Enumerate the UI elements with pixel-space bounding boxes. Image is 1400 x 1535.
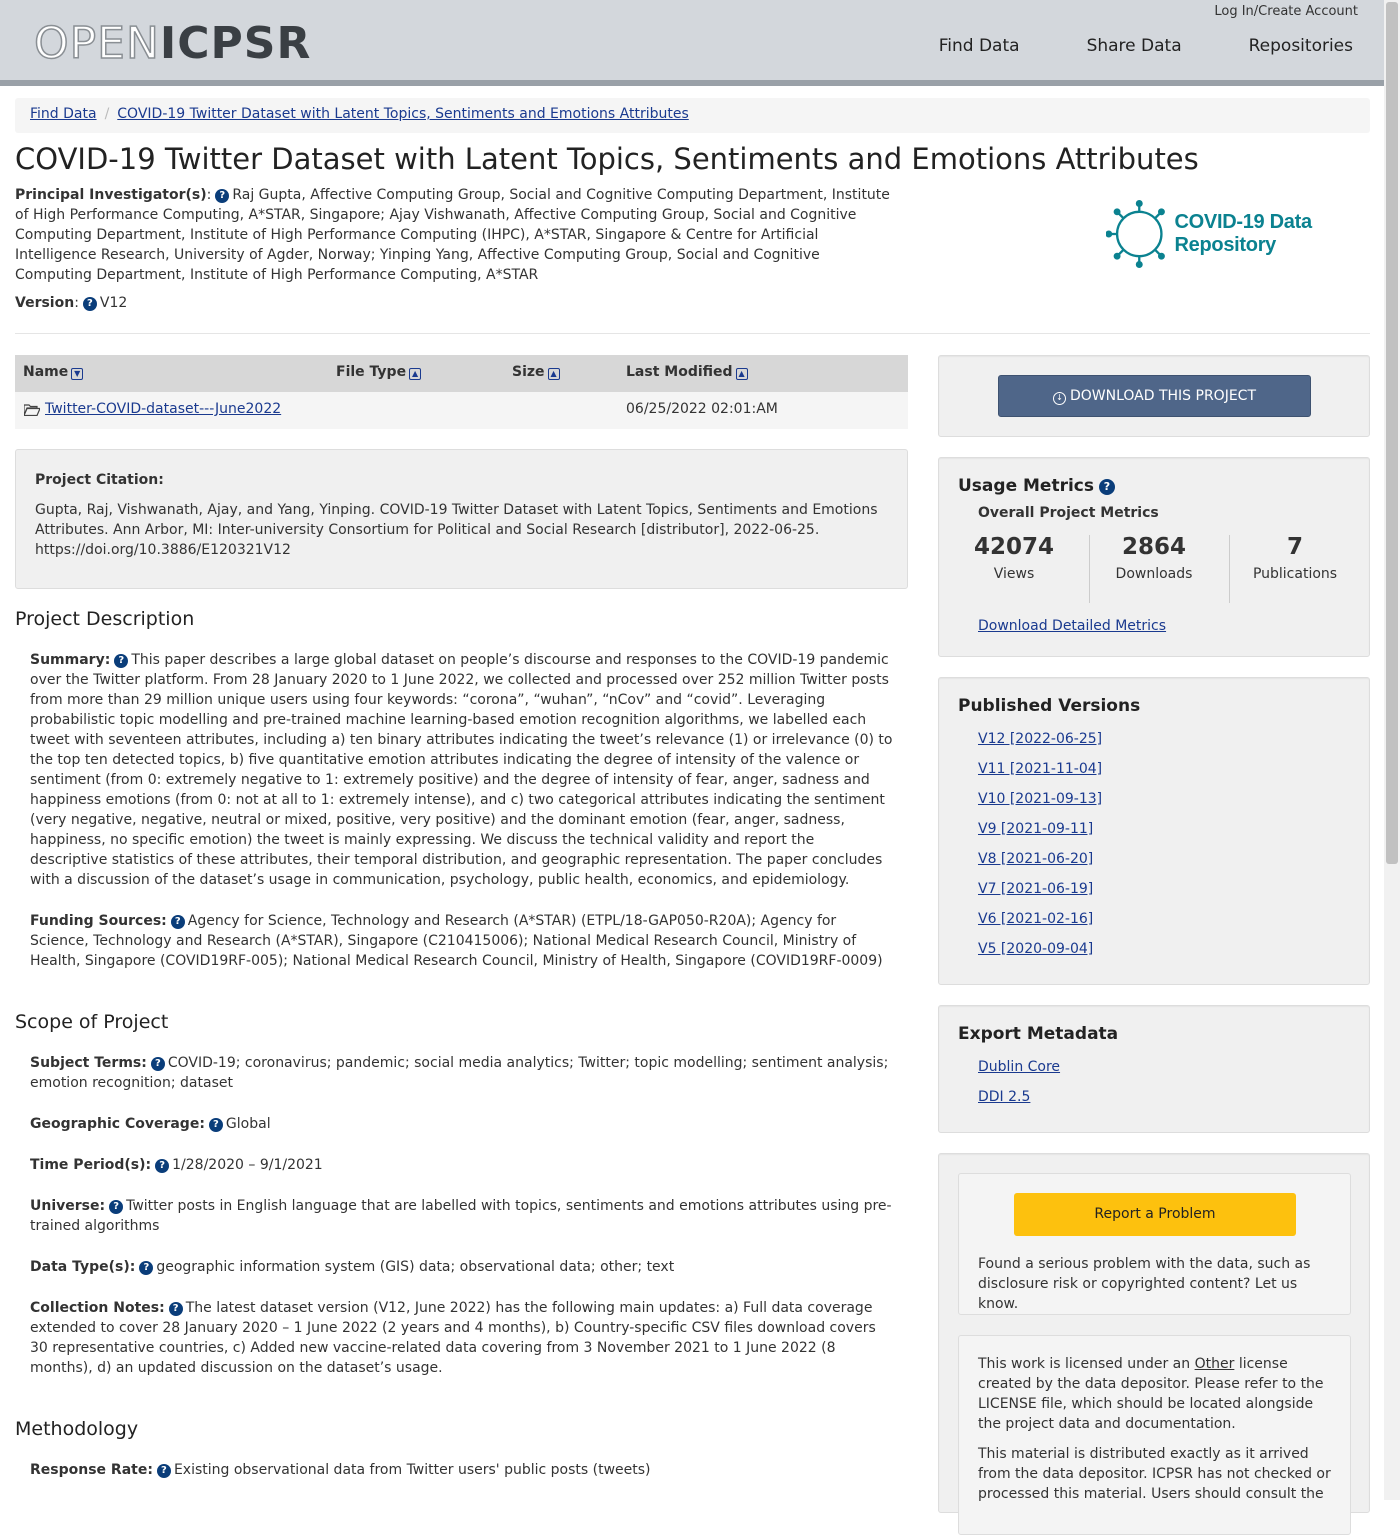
site-header: [0, 0, 1384, 86]
version-value: V12: [99, 295, 128, 311]
nav-repositories[interactable]: Repositories: [1248, 36, 1353, 56]
export-dublin-core-link[interactable]: Dublin Core: [978, 1059, 1061, 1075]
login-link[interactable]: Log In/Create Account: [1214, 4, 1358, 19]
sort-up-icon[interactable]: ▲: [736, 368, 748, 380]
sort-up-icon[interactable]: ▲: [409, 368, 421, 380]
subject-terms-label: Subject Terms:: [30, 1055, 147, 1071]
help-icon[interactable]: ?: [83, 297, 97, 311]
collection-notes-text: The latest dataset version (V12, June 2022) has the following main updates: a) Full data coverage extended to cover 28 January 2020 – 1 June 2022 (2 years and 4 months), b) Country-specific CSV files download covers 30 representative countries, c) Added new vaccine-related data covering from 3 November 2021 to 1 June 2022 (8 months), d) an updated discussion on the dataset’s usage.: [30, 1300, 876, 1376]
folder-link[interactable]: Twitter-COVID-dataset---June2022: [45, 401, 282, 417]
time-periods-label: Time Period(s):: [30, 1157, 152, 1173]
covid-repository-logo[interactable]: [1106, 198, 1400, 270]
versions-list: [978, 724, 1102, 964]
scrollbar-thumb[interactable]: [1386, 2, 1398, 864]
data-types-text: geographic information system (GIS) data; observational data; other; text: [156, 1259, 675, 1275]
subject-terms-text: COVID-19; coronavirus; pandemic; social media analytics; Twitter; topic modelling; sentiment analysis; emotion recognition; dataset: [30, 1055, 889, 1091]
column-last-modified[interactable]: Last Modified ▲: [626, 364, 748, 380]
collection-notes: [30, 1298, 895, 1378]
file-table-header: [15, 355, 908, 392]
main-nav: [939, 36, 1353, 56]
response-rate: [30, 1460, 895, 1480]
subject-terms: [30, 1053, 895, 1093]
published-versions-panel: [938, 677, 1370, 985]
repository-logo-text: COVID-19 Data Repository: [1174, 211, 1312, 256]
version-link[interactable]: V7 [2021-06-19]: [978, 881, 1094, 897]
help-icon[interactable]: ?: [155, 1159, 169, 1173]
version-link[interactable]: V9 [2021-09-11]: [978, 821, 1094, 837]
breadcrumb-current[interactable]: COVID-19 Twitter Dataset with Latent Topics, Sentiments and Emotions Attributes: [117, 106, 689, 122]
table-row: [15, 392, 908, 429]
export-ddi-link[interactable]: DDI 2.5: [978, 1089, 1031, 1105]
data-types-label: Data Type(s):: [30, 1259, 136, 1275]
version-link[interactable]: V5 [2020-09-04]: [978, 941, 1094, 957]
funding-label: Funding Sources:: [30, 913, 167, 929]
version-link[interactable]: V8 [2021-06-20]: [978, 851, 1094, 867]
data-types: [30, 1257, 895, 1277]
geographic-coverage-text: Global: [225, 1116, 271, 1132]
download-detailed-metrics-link[interactable]: Download Detailed Metrics: [978, 618, 1167, 634]
time-periods-text: 1/28/2020 – 9/1/2021: [172, 1157, 323, 1173]
virus-icon: [1106, 198, 1173, 270]
usage-metrics-title: Usage Metrics ?: [958, 476, 1118, 496]
pi-text: Raj Gupta, Affective Computing Group, Social and Cognitive Computing Department, Institute of High Performance Computing, A*STAR, Singapore; Ajay Vishwanath, Affective Computing Group, Social and Cognitive Computing Department, Institute of High Performance Computing (IHPC), A*STAR, Singapore & Centre for Artificial Intelligence Research, University of Agder, Norway; Yinping Yang, Affective Computing Group, Social and Cognitive Computing Department, Institute of High Performance Computing, A*STAR: [15, 187, 890, 283]
geographic-coverage: [30, 1114, 895, 1134]
help-icon[interactable]: ?: [157, 1464, 171, 1478]
version-link[interactable]: V6 [2021-02-16]: [978, 911, 1094, 927]
divider: [15, 333, 1370, 334]
published-versions-title: Published Versions: [958, 696, 1141, 716]
column-name[interactable]: Name ▼: [23, 364, 83, 380]
version-link[interactable]: V12 [2022-06-25]: [978, 731, 1103, 747]
metric-downloads: 2864 Downloads: [1115, 534, 1193, 582]
section-heading-description: Project Description: [15, 608, 195, 630]
project-citation: [15, 449, 908, 589]
column-file-type[interactable]: File Type ▲: [336, 364, 421, 380]
sort-up-icon[interactable]: ▲: [548, 368, 560, 380]
response-rate-text: Existing observational data from Twitter users' public posts (tweets): [173, 1462, 651, 1478]
summary: [30, 650, 895, 890]
universe-text: Twitter posts in English language that are labelled with topics, sentiments and emotions attributes using pre-trained algorithms: [30, 1198, 892, 1234]
help-icon[interactable]: ?: [114, 654, 128, 668]
help-icon[interactable]: ?: [109, 1200, 123, 1214]
license-other-link[interactable]: Other: [1194, 1356, 1235, 1372]
nav-find-data[interactable]: Find Data: [938, 36, 1020, 56]
pi-label: Principal Investigator(s): [15, 187, 207, 203]
section-heading-methodology: Methodology: [15, 1418, 139, 1440]
breadcrumb-find-data[interactable]: Find Data: [30, 106, 97, 122]
report-problem-box: [958, 1173, 1351, 1315]
principal-investigators: Principal Investigator(s): ? Raj Gupta, Affective Computing Group, Social and Cognitive Computing Department, Institute of High Performance Computing, A*STAR, Singapore; Ajay Vishwanath, Affective Computing Group, Social and Cognitive Computing Department, Institute of High Performance Computing (IHPC), A*STAR, Singapore & Centre for Artificial Intelligence Research, University of Agder, Norway; Yinping Yang, Affective Computing Group, Social and Cognitive Computing Department, Institute of High Performance Computing, A*STAR: [15, 187, 890, 283]
download-project-button[interactable]: ↓ DOWNLOAD THIS PROJECT: [998, 375, 1311, 417]
report-problem-button[interactable]: Report a Problem: [1014, 1193, 1296, 1236]
geographic-coverage-label: Geographic Coverage:: [30, 1116, 205, 1132]
download-panel: [938, 355, 1370, 437]
export-metadata-title: Export Metadata: [958, 1024, 1119, 1044]
help-icon[interactable]: ?: [171, 915, 185, 929]
report-problem-text: Found a serious problem with the data, such as disclosure risk or copyrighted content? Let us know.: [978, 1256, 1311, 1312]
folder-open-icon: [24, 404, 40, 416]
universe-label: Universe:: [30, 1198, 106, 1214]
page-title: COVID-19 Twitter Dataset with Latent Topics, Sentiments and Emotions Attributes: [15, 142, 1199, 176]
overall-metrics-label: Overall Project Metrics: [978, 505, 1159, 521]
help-icon[interactable]: ?: [169, 1302, 183, 1316]
help-icon[interactable]: ?: [209, 1118, 223, 1132]
citation-label: Project Citation:: [35, 472, 164, 488]
openicpsr-logo[interactable]: OPENICPSR: [34, 18, 312, 69]
export-metadata-panel: [938, 1005, 1370, 1133]
download-circle-icon: ↓: [1053, 392, 1066, 405]
metric-views: 42074 Views: [973, 534, 1055, 582]
breadcrumb: [15, 98, 1370, 133]
funding-text: Agency for Science, Technology and Research (A*STAR) (ETPL/18-GAP050-R20A); Agency for Science, Technology and Research (A*STAR), Singapore (C210415006); National Medical Research Council, Ministry of Health, Singapore (COVID19RF-005); National Medical Research Council, Ministry of Health, Singapore (COVID19RF-0009): [30, 913, 883, 969]
version-line: Version: ? V12: [15, 295, 128, 311]
column-size[interactable]: Size ▲: [512, 364, 560, 380]
license-disclaimer: This material is distributed exactly as it arrived from the data depositor. ICPSR has not checked or processed this material. Users should consult the: [978, 1446, 1331, 1502]
usage-metrics-panel: [938, 457, 1370, 657]
version-link[interactable]: V11 [2021-11-04]: [978, 761, 1103, 777]
file-table: [15, 355, 908, 429]
version-link[interactable]: V10 [2021-09-13]: [978, 791, 1103, 807]
nav-share-data[interactable]: Share Data: [1086, 36, 1182, 56]
summary-label: Summary:: [30, 652, 111, 668]
help-icon[interactable]: ?: [139, 1261, 153, 1275]
help-icon[interactable]: ?: [215, 189, 229, 203]
license-box: [958, 1335, 1351, 1535]
help-icon[interactable]: ?: [151, 1057, 165, 1071]
summary-text: This paper describes a large global dataset on people’s discourse and responses to the COVID-19 pandemic over the Twitter platform. From 28 January 2020 to 1 June 2022, we collected and processed over 252 million Twitter posts from more than 29 million unique users using four keywords: “corona”, “wuhan”, “nCov” and “covid”. Leveraging probabilistic topic modelling and pre-trained machine learning-based emotion recognition algorithms, we labelled each tweet with seventeen attributes, including a) ten binary attributes indicating the tweet’s relevance (1) or irrelevance (0) to the top ten detected topics, b) five quantitative emotion attributes indicating the degree of intensity of the valence or sentiment (from 0: extremely negative to 1: extremely positive) and the degree of intensity of fear, anger, sadness and happiness emotions (from 0: not at all to 1: extremely intense), and c) two categorical attributes indicating the sentiment (very negative, negative, neutral or mixed, positive, very positive) and the dominant emotion (fear, anger, sadness, happiness, no specific emotion) the tweet is mainly expressing. We discuss the technical validity and report the descriptive statistics of these attributes, their temporal distribution, and geographic representation. The paper concludes with a discussion of the dataset’s usage in communication, psychology, public health, economics, and epidemiology.: [30, 652, 893, 888]
breadcrumb-separator: /: [104, 106, 110, 122]
version-label: Version: [15, 295, 75, 311]
funding-sources: [30, 911, 895, 971]
license-text: This work is licensed under an Other license created by the data depositor. Please refer to the LICENSE file, which should be located alongside the project data and documentation.: [978, 1356, 1324, 1432]
sort-down-icon[interactable]: ▼: [71, 368, 83, 380]
universe: [30, 1196, 895, 1236]
help-icon[interactable]: ?: [1099, 479, 1115, 495]
report-license-panel: [938, 1153, 1370, 1513]
citation-text: Gupta, Raj, Vishwanath, Ajay, and Yang, Yinping. COVID-19 Twitter Dataset with Latent Topics, Sentiments and Emotions Attributes. Ann Arbor, MI: Inter-university Consortium for Political and Social Research [distributor], 2022-06-25. https://doi.org/10.3886/E120321V12: [35, 502, 878, 558]
section-heading-scope: Scope of Project: [15, 1011, 169, 1033]
last-modified-value: 06/25/2022 02:01:AM: [626, 401, 778, 417]
export-list: [978, 1052, 1060, 1112]
time-periods: [30, 1155, 895, 1175]
collection-notes-label: Collection Notes:: [30, 1300, 165, 1316]
response-rate-label: Response Rate:: [30, 1462, 153, 1478]
metric-publications: 7 Publications: [1252, 534, 1338, 582]
